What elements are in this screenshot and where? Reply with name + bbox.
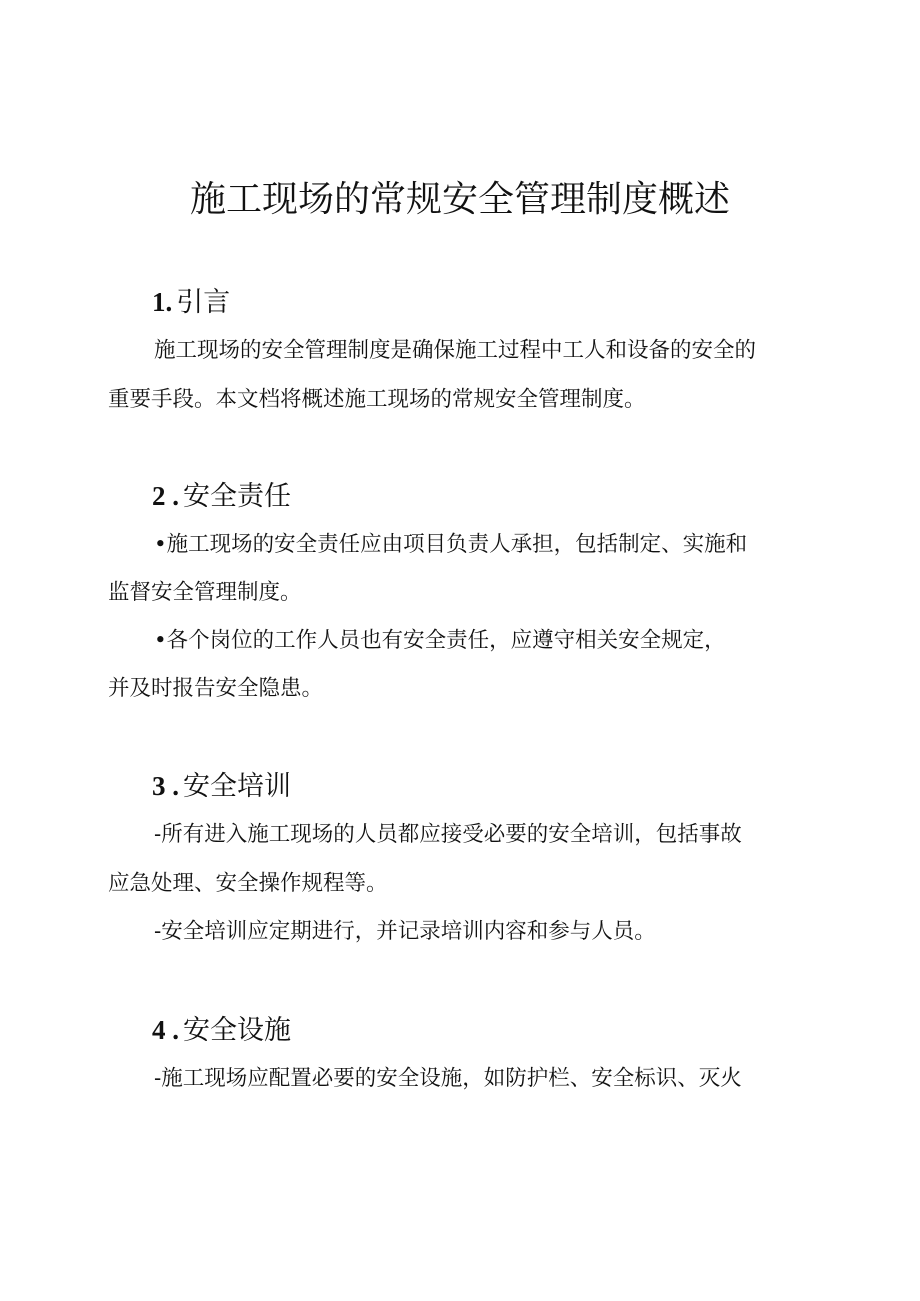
section-title: 引言 xyxy=(176,287,231,318)
section-title: 安全责任 xyxy=(183,481,291,512)
section-number: 2 . xyxy=(152,481,179,511)
bullet-line: 并及时报告安全隐患。 xyxy=(108,676,324,701)
section-heading xyxy=(152,478,291,515)
section-number: 4 . xyxy=(152,1015,179,1045)
section-number: 1. xyxy=(152,287,173,317)
list-line: -安全培训应定期进行，并记录培训内容和参与人员。 xyxy=(154,919,656,944)
section-title: 安全设施 xyxy=(183,1015,291,1046)
paragraph-line: 施工现场的安全管理制度是确保施工过程中工人和设备的安全的 xyxy=(154,338,757,363)
list-line: 应急处理、安全操作规程等。 xyxy=(108,871,388,896)
bullet-line: •各个岗位的工作人员也有安全责任，应遵守相关安全规定， xyxy=(154,628,726,653)
paragraph-line: 重要手段。本文档将概述施工现场的常规安全管理制度。 xyxy=(108,387,646,412)
section-number: 3 . xyxy=(152,771,179,801)
list-line: -施工现场应配置必要的安全设施，如防护栏、安全标识、灭火 xyxy=(154,1066,742,1091)
section-heading xyxy=(152,768,291,805)
document-title: 施工现场的常规安全管理制度概述 xyxy=(189,179,730,220)
section-heading xyxy=(152,1012,291,1049)
section-title: 安全培训 xyxy=(183,771,291,802)
list-line: -所有进入施工现场的人员都应接受必要的安全培训，包括事故 xyxy=(154,822,742,847)
section-heading xyxy=(152,284,230,321)
bullet-line: •施工现场的安全责任应由项目负责人承担，包括制定、实施和 xyxy=(154,532,748,557)
bullet-line: 监督安全管理制度。 xyxy=(108,580,302,605)
